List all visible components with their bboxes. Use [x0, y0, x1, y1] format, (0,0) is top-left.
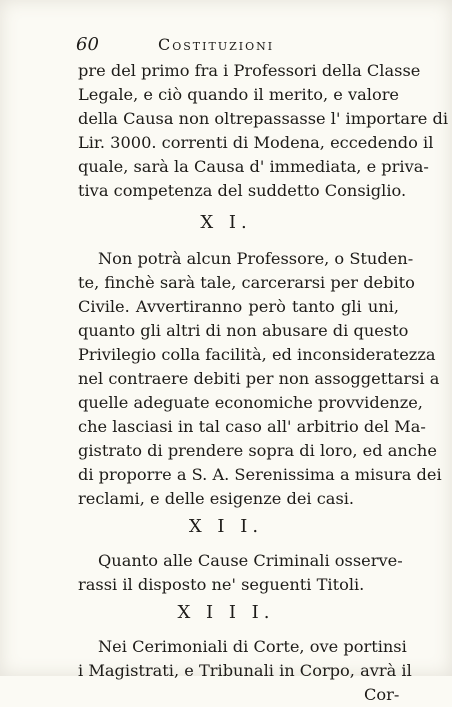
text-line: quelle adeguate economiche provvidenze,	[78, 393, 423, 412]
text-line: quale, sarà la Causa d' immediata, e priva-	[78, 157, 429, 176]
text-line: Privilegio colla facilità, ed inconsideratezza	[78, 345, 436, 364]
section-heading-xi: X I.	[200, 212, 252, 233]
text-line: pre del primo fra i Professori della Classe	[78, 61, 421, 80]
section-heading-xii: X I I.	[188, 516, 264, 537]
text-line: reclami, e delle esigenze dei casi.	[78, 489, 355, 508]
text-line: tiva competenza del suddetto Consiglio.	[78, 181, 407, 200]
text-line: i Magistrati, e Tribunali in Corpo, avrà il	[78, 661, 412, 680]
text-line: Nei Cerimoniali di Corte, ove portinsi	[98, 637, 407, 656]
text-line: Quanto alle Cause Criminali osserve-	[98, 551, 403, 570]
text-line: rassi il disposto ne' seguenti Titoli.	[78, 575, 365, 594]
catchword: Cor-	[364, 685, 400, 704]
text-line: Civile. Avvertiranno però tanto gli uni,	[78, 297, 399, 316]
page-number: 60	[76, 34, 99, 55]
text-line: te, finchè sarà tale, carcerarsi per debito	[78, 273, 415, 292]
text-line: Legale, e ciò quando il merito, e valore	[78, 85, 400, 104]
text-line: Lir. 3000. correnti di Modena, eccedendo il	[78, 133, 434, 152]
text-line: di proporre a S. A. Serenissima a misura dei	[78, 465, 442, 484]
section-heading-xiii: X I I I.	[177, 602, 275, 623]
text-line: gistrato di prendere sopra di loro, ed anche	[78, 441, 437, 460]
page-header	[62, 34, 392, 56]
running-title: Costituzioni	[158, 35, 275, 54]
text-line: quanto gli altri di non abusare di questo	[78, 321, 409, 340]
text-line: della Causa non oltrepassasse l' importare di	[78, 109, 449, 128]
text-line: che lasciasi in tal caso all' arbitrio del Ma-	[78, 417, 426, 436]
text-line: nel contraere debiti per non assoggettarsi a	[78, 369, 440, 388]
text-line: Non potrà alcun Professore, o Studen-	[98, 249, 414, 268]
